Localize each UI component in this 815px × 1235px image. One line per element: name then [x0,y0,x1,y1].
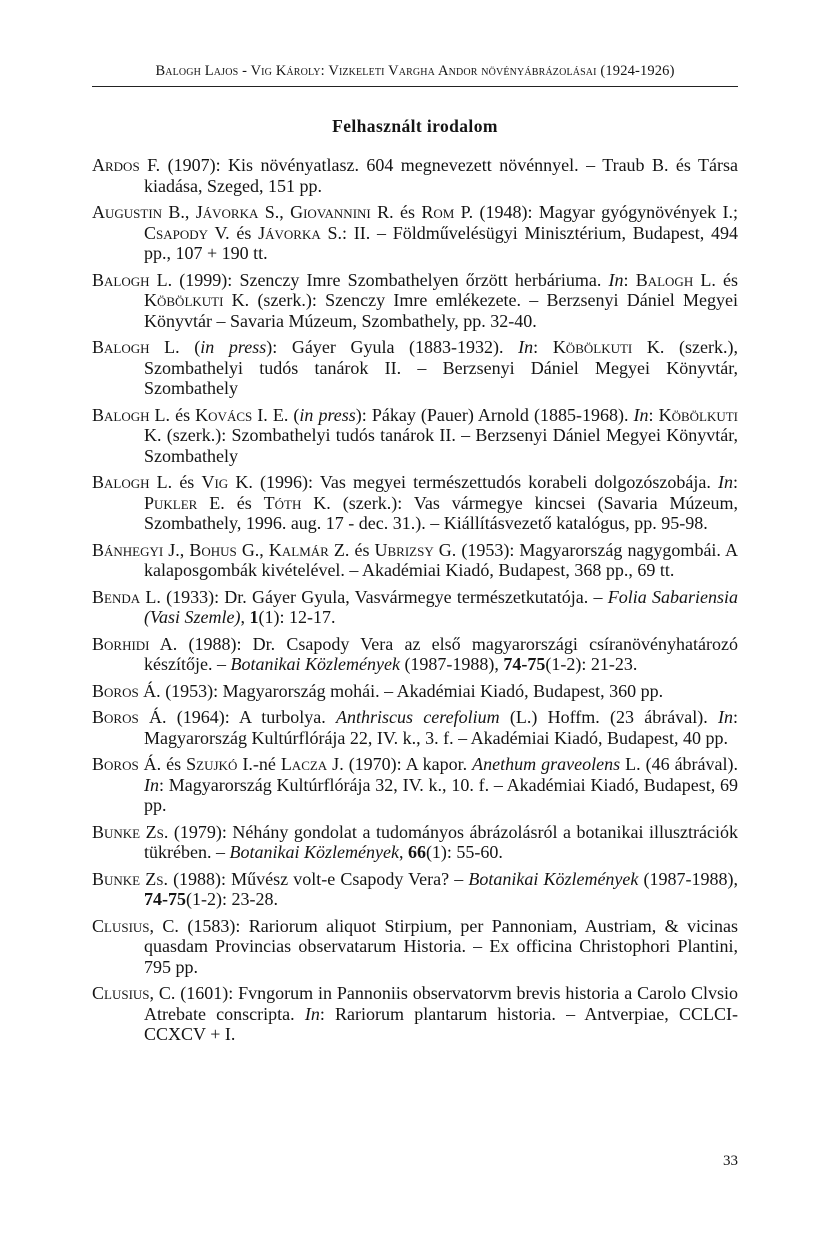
reference-text-run: és [172,472,202,492]
reference-text-run: In [608,269,624,290]
reference-text-run: (1907): Kis növényatlasz. 604 megnevezett növénnyel. – Traub B. és Társa kiadása, Szeged, 151 pp. [144,155,738,196]
reference-text-run: In [717,472,733,492]
reference-text-run: (1988): Művész volt-e Csapody Vera? – [167,868,469,889]
reference-text-run: Vig K. [201,472,253,492]
reference-text-run: : [623,269,636,290]
reference-text-run: Balogh L. [92,337,180,357]
reference-text-run: (1953): Magyarország mohái. – Akadémiai Kiadó, Budapest, 360 pp. [160,680,664,701]
reference-text-run: Bunke Zs. [92,821,169,842]
reference-text-run: (1988): Dr. Csapody Vera az első magyarországi csíranövényhatározó készítője. – [144,633,738,674]
reference-text-run: 1 [249,607,259,627]
reference-text-run: Balogh L. [92,472,173,492]
reference-text-run: in press [299,404,356,425]
reference-text-run: , [398,842,408,862]
reference-text-run: Bunke Zs. [92,868,168,889]
reference-text-run: Köbölkuti K. [552,337,665,357]
reference-text-run: (1948): Magyar gyógynövények I.; [473,202,738,222]
reference-text-run: -né [252,754,281,774]
reference-text-run: Anethum graveolens [472,754,621,774]
running-head: Balogh Lajos - Vig Károly: Vizkeleti Vargha Andor növényábrázolásai (1924-1926) [155,63,675,79]
reference-text-run: Rom P. [421,202,474,222]
reference-text-run: ): Pákay (Pauer) Arnold (1885-1968). [355,404,634,425]
reference-text-run: : Magyarország Kultúrflórája 32, IV. k., 10. f. – Akadémiai Kiadó, Budapest, 69 pp. [144,774,738,815]
reference-entry [92,634,738,675]
reference-entry [92,405,738,467]
reference-text-run: Lacza J. [280,754,344,774]
reference-text-run: Ubrizsy G. [374,539,457,560]
reference-entry [92,202,738,264]
reference-text-run: Köbölkuti K. [144,290,250,310]
reference-text-run: in press [200,337,267,357]
reference-text-run: : [533,337,553,357]
reference-text-run: ( [179,337,201,357]
reference-text-run: (1996): Vas megyei természettudós korabeli dolgozószobája. [252,472,718,492]
reference-text-run: Augustin B., Jávorka S., Giovannini R. [92,202,394,222]
reference-text-run: Tóth K. [263,492,331,513]
reference-text-run: (1583): Rariorum aliquot Stirpium, per Pannoniam, Austriam, & vicinas quasdam Provincias observatarum Historia. – Ex officina Christophori Plantini, 795 pp. [144,915,738,977]
reference-text-run: Bánhegyi J., Bohus G., Kalmár Z. [92,539,350,560]
reference-text-run: : Magyarország Kultúrflórája 22, IV. k., 3. f. – Akadémiai Kiadó, Budapest, 40 pp. [144,707,738,748]
reference-text-run: Anthriscus cerefolium [336,707,500,727]
reference-text-run: Benda L. [92,586,161,607]
reference-text-run: (1964): A turbolya. [166,707,336,727]
reference-entry [92,337,738,399]
reference-entry [92,707,738,748]
reference-text-run: In [144,774,159,795]
reference-text-run: Boros Á. [92,754,162,774]
reference-text-run: (1601): Fvngorum in Pannoniis observatorvm brevis historia a Carolo Clvsio Atrebate conscripta. [144,983,738,1024]
reference-text-run: Szujkó I. [186,754,253,774]
reference-text-run: és [224,492,264,513]
reference-entry [92,916,738,978]
reference-entry [92,822,738,863]
reference-text-run: 74-75 [144,889,186,909]
reference-text-run: Folia Sabariensia (Vasi Szemle) [144,586,738,627]
reference-text-run: és [349,539,375,560]
reference-text-run: In [717,707,733,727]
reference-text-run: Jávorka S. [258,222,343,243]
reference-text-run: (1953): Magyarország nagygombái. A kalaposgombák kivételével. – Akadémiai Kiadó, Budapest, 368 pp., 69 tt. [144,539,738,580]
reference-text-run: (1979): Néhány gondolat a tudományos ábrázolásról a botanikai illusztrációk tükrében. – [144,821,738,862]
reference-text-run: Botanikai Közlemények [468,868,639,889]
reference-text-run: (1): 55-60. [425,842,503,862]
reference-list [92,155,738,1051]
reference-text-run: Boros Á. [92,680,161,701]
reference-text-run: (1987-1988), [638,868,738,889]
reference-text-run: (L.) Hoffm. (23 ábrával). [499,707,718,727]
reference-text-run: Botanikai Közlemények [230,654,400,674]
reference-text-run: Clusius, C. [92,915,179,936]
reference-text-run: Balogh L. [635,269,716,290]
header-rule [92,86,738,87]
reference-text-run: és [170,404,196,425]
reference-text-run: (1-2): 23-28. [186,889,278,909]
reference-text-run: és [161,754,187,774]
reference-entry [92,587,738,628]
reference-text-run: Clusius, C. [92,983,176,1003]
reference-text-run: (1-2): 21-23. [545,654,638,674]
reference-text-run: Ardos F. [92,155,161,175]
reference-text-run: ): Gáyer Gyula (1883-1932). [266,337,519,357]
reference-entry [92,540,738,581]
reference-text-run: Borhidi A. [92,633,178,654]
page-number: 33 [723,1153,738,1169]
reference-text-run: és [393,202,422,222]
reference-text-run: Köbölkuti K. [144,404,739,445]
reference-text-run: Csapody V. [144,222,230,243]
reference-entry [92,155,738,196]
reference-text-run: L. (46 ábrával). [620,754,739,774]
reference-text-run: : II. – Földművelésügyi Minisztérium, Budapest, 494 pp., 107 + 190 tt. [144,222,738,263]
reference-entry [92,983,738,1045]
reference-text-run: (1987-1988), [399,654,504,674]
reference-text-run: (1): 12-17. [258,607,336,627]
reference-text-run: , [240,607,250,627]
reference-text-run: (szerk.): Szombathelyi tudós tanárok II. – Berzsenyi Dániel Megyei Könyvtár, Szombathely [144,425,738,466]
reference-text-run: : [648,404,659,425]
reference-entry [92,681,738,702]
reference-entry [92,472,738,534]
reference-text-run: (szerk.): Vas vármegye kincsei (Savaria Múzeum, Szombathely, 1996. aug. 17 - dec. 31.). – Kiállításvezető katalógus, pp. 95-98. [144,492,738,533]
reference-text-run: Balogh L. [92,404,171,425]
reference-text-run: : [732,472,738,492]
reference-text-run: 66 [407,842,426,862]
reference-text-run: Boros Á. [92,707,167,727]
reference-text-run: és [715,269,739,290]
reference-text-run: (1999): Szenczy Imre Szombathelyen őrzött herbáriuma. [172,269,609,290]
reference-text-run: Kovács I. E. [195,404,289,425]
reference-entry [92,270,738,332]
reference-text-run: In [304,1003,320,1024]
reference-text-run: : Rariorum plantarum historia. – Antverpiae, CCLCI-CCXCV + I. [144,1003,738,1044]
section-title: Felhasznált irodalom [332,116,498,136]
reference-text-run: 74-75 [503,654,546,674]
reference-text-run: Pukler E. [144,492,225,513]
reference-text-run: In [518,337,534,357]
reference-text-run: (szerk.): Szenczy Imre emlékezete. – Berzsenyi Dániel Megyei Könyvtár – Savaria Múzeum, Szombathely, pp. 32-40. [144,290,738,331]
reference-text-run: (1970): A kapor. [343,754,473,774]
reference-text-run: (1933): Dr. Gáyer Gyula, Vasvármegye természetkutatója. – [160,586,608,607]
reference-text-run: és [229,222,259,243]
reference-text-run: Botanikai Közlemények [229,842,399,862]
reference-entry [92,869,738,910]
reference-text-run: (szerk.), Szombathelyi tudós tanárok II. – Berzsenyi Dániel Megyei Könyvtár, Szombathely [144,337,738,398]
reference-text-run: ( [288,404,300,425]
reference-text-run: Balogh L. [92,269,173,290]
reference-text-run: In [633,404,649,425]
reference-entry [92,754,738,816]
